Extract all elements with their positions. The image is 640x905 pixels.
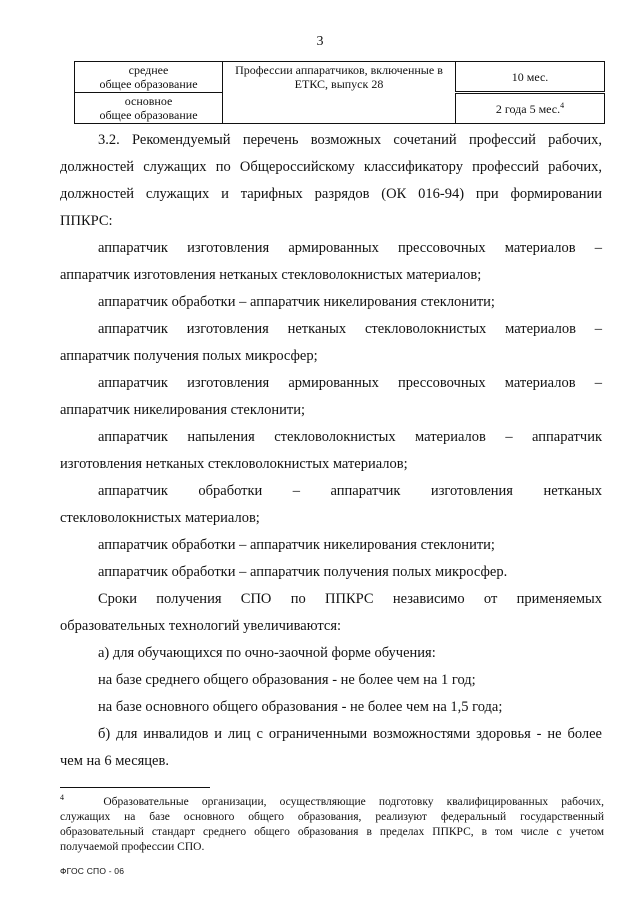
- text-line: Сроки получения СПО по ППКРС независимо от применяемых: [98, 591, 602, 607]
- text-line: должностей служащих и тарифных разрядов (ОК 016-94) при формировании: [60, 186, 602, 202]
- text-line: аппаратчик обработки – аппаратчик никелирования стеклонити;: [98, 294, 495, 310]
- text-line: на базе среднего общего образования - не более чем на 1 год;: [98, 672, 476, 688]
- text-line: аппаратчик обработки – аппаратчик получения полых микросфер.: [98, 564, 508, 580]
- table-cell-education-level: [75, 93, 223, 124]
- cell-line: общее образование: [99, 108, 198, 122]
- footnote-line: [60, 793, 605, 808]
- footnote-separator: [60, 787, 210, 788]
- text-line: чем на 6 месяцев.: [60, 753, 169, 769]
- text-line: аппаратчик получения полых микросфер;: [60, 348, 318, 364]
- cell-line: общее образование: [99, 77, 198, 91]
- footnote-line: получаемой профессии СПО.: [60, 841, 205, 853]
- cell-line: среднее: [128, 63, 169, 77]
- page-number: 3: [316, 34, 324, 49]
- cell-line: основное: [124, 94, 173, 108]
- text-line: б) для инвалидов и лиц с ограниченными возможностями здоровья - не более: [98, 726, 602, 742]
- text-line: должностей служащих по Общероссийскому классификатору профессий рабочих,: [60, 159, 602, 175]
- table-cell-education-level: [75, 62, 223, 93]
- text-line: аппаратчик изготовления нетканых стекловолокнистых материалов;: [60, 267, 482, 283]
- text-line: аппаратчик изготовления нетканых стекловолокнистых материалов –: [98, 321, 602, 337]
- cell-line: Профессии аппаратчиков, включенные в: [235, 63, 443, 77]
- text-line: а) для обучающихся по очно-заочной форме обучения:: [98, 645, 436, 661]
- text-line: изготовления нетканых стекловолокнистых материалов;: [60, 456, 408, 472]
- footnote-line: служащих на базе основного общего образования, реализуют федеральный государственный: [60, 811, 604, 823]
- footnote-line: образовательный стандарт среднего общего образования в пределах ППКРС, в том числе с учетом: [60, 826, 604, 838]
- text-line: аппаратчик никелирования стеклонити;: [60, 402, 305, 418]
- duration-text: 2 года 5 мес.: [495, 101, 561, 116]
- text-line: ППКРС:: [60, 213, 113, 229]
- text-line: образовательных технологий увеличиваются:: [60, 618, 342, 634]
- table-cell-duration: [456, 93, 605, 124]
- table-cell-professions: [223, 62, 456, 124]
- document-code: ФГОС СПО - 06: [60, 866, 125, 876]
- text-line: аппаратчик обработки – аппаратчик никелирования стеклонити;: [98, 537, 495, 553]
- footnote-marker: 4: [60, 793, 64, 803]
- text-line: аппаратчик обработки – аппаратчик изготовления нетканых: [98, 483, 602, 499]
- table-row: [75, 62, 605, 93]
- text-line: стекловолокнистых материалов;: [60, 510, 260, 526]
- footnote-ref: 4: [560, 100, 565, 110]
- text-line: аппаратчик напыления стекловолокнистых материалов – аппаратчик: [98, 429, 602, 445]
- table-cell-duration: 10 мес.: [456, 62, 605, 93]
- text-line: аппаратчик изготовления армированных прессовочных материалов –: [98, 375, 602, 391]
- text-line: аппаратчик изготовления армированных прессовочных материалов –: [98, 240, 602, 256]
- text-line: 3.2. Рекомендуемый перечень возможных сочетаний профессий рабочих,: [98, 132, 602, 148]
- text-line: на базе основного общего образования - не более чем на 1,5 года;: [98, 699, 503, 715]
- footnote-text: Образовательные организации, осуществляющие подготовку квалифицированных рабочих,: [103, 796, 605, 808]
- cell-line: ЕТКС, выпуск 28: [294, 77, 384, 91]
- duration-table: [74, 61, 605, 124]
